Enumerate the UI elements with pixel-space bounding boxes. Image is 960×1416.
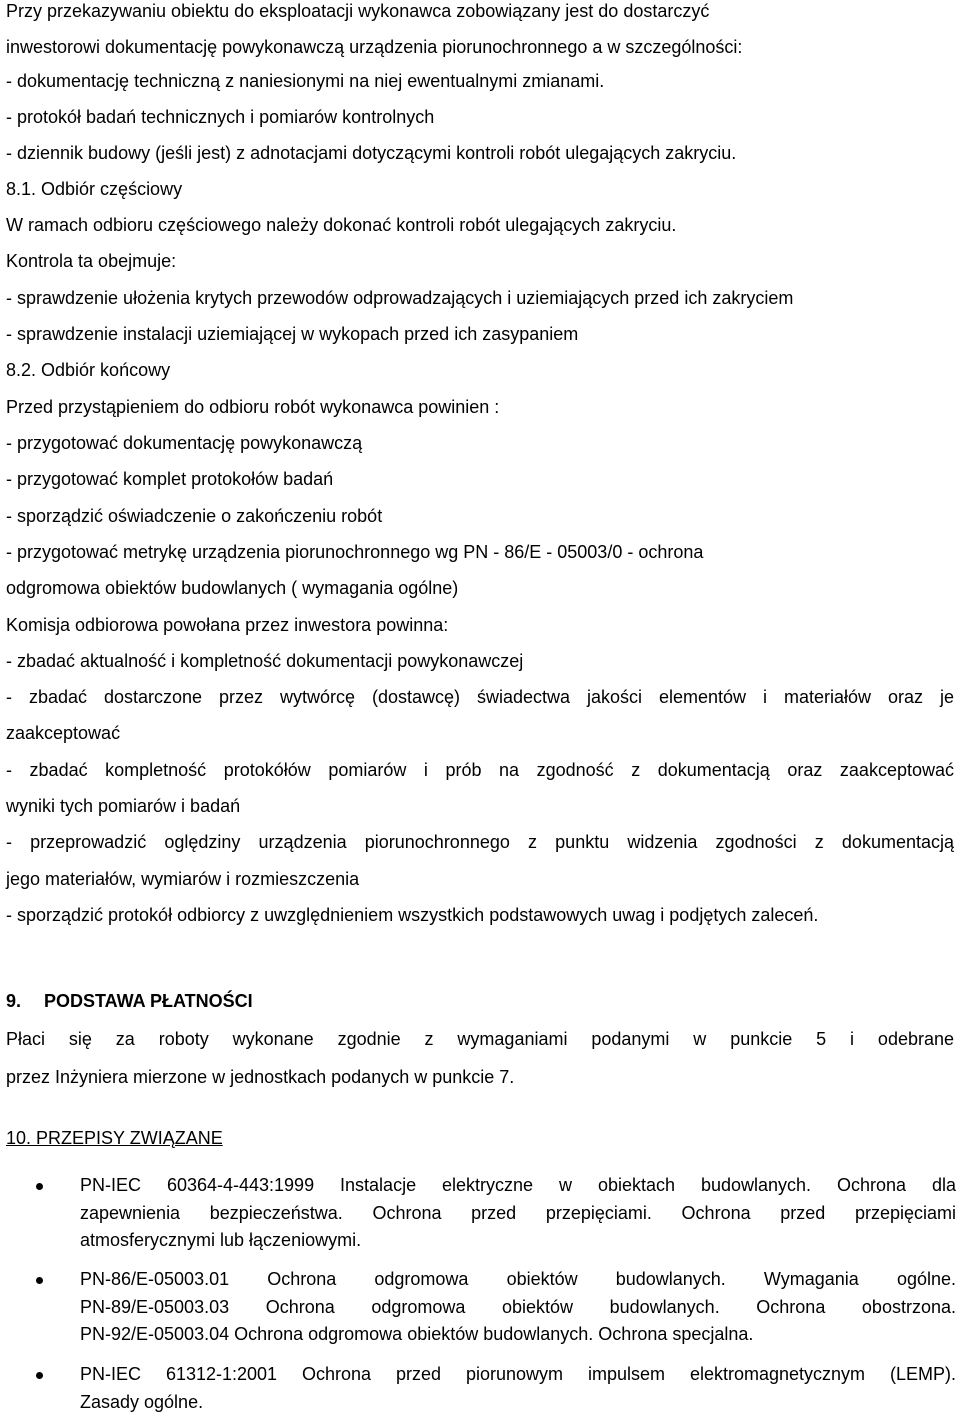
section-9-paragraph-line: przez Inżyniera mierzone w jednostkach podanych w punkcie 7. xyxy=(6,1067,515,1087)
section-9-heading xyxy=(6,990,253,1012)
bullet-icon xyxy=(36,1372,43,1379)
paragraph-line: inwestorowi dokumentację powykonawczą urządzenia piorunochronnego a w szczególności: xyxy=(6,37,743,57)
subsection-heading: 8.1. Odbiór częściowy xyxy=(6,179,183,199)
list-item xyxy=(80,1172,956,1255)
paragraph-line: - dokumentację techniczną z naniesionymi na niej ewentualnymi zmianami. xyxy=(6,71,605,91)
list-item-line: PN-IEC 60364-4-443:1999 Instalacje elektryczne w obiektach budowlanych. Ochrona dla xyxy=(80,1175,956,1195)
paragraph-line: - zbadać kompletność protokółów pomiarów i prób na zgodność z dokumentacją oraz zaakceptować xyxy=(6,760,954,780)
paragraph-line: - przeprowadzić oględziny urządzenia piorunochronnego z punktu widzenia zgodności z dokumentacją xyxy=(6,832,954,852)
section-10-heading: 10. PRZEPISY ZWIĄZANE xyxy=(6,1128,223,1148)
paragraph-line: odgromowa obiektów budowlanych ( wymagania ogólne) xyxy=(6,578,459,598)
paragraph-line: zaakceptować xyxy=(6,723,121,743)
paragraph-line: - sporządzić oświadczenie o zakończeniu robót xyxy=(6,506,383,526)
list-item-line: PN-IEC 61312-1:2001 Ochrona przed piorunowym impulsem elektromagnetycznym (LEMP). xyxy=(80,1364,956,1384)
bullet-icon xyxy=(36,1183,43,1190)
paragraph-line: Przy przekazywaniu obiektu do eksploatacji wykonawca zobowiązany jest do dostarczyć xyxy=(6,1,710,21)
list-item-line: atmosferycznymi lub łączeniowymi. xyxy=(80,1230,362,1250)
list-item-line: zapewnienia bezpieczeństwa. Ochrona przed przepięciami. Ochrona przed przepięciami xyxy=(80,1202,956,1223)
list-item-line: PN-92/E-05003.04 Ochrona odgromowa obiektów budowlanych. Ochrona specjalna. xyxy=(80,1324,754,1344)
paragraph-line: - sprawdzenie instalacji uziemiającej w wykopach przed ich zasypaniem xyxy=(6,324,579,344)
list-item xyxy=(80,1266,956,1349)
paragraph-line: Przed przystąpieniem do odbioru robót wykonawca powinien : xyxy=(6,397,500,417)
list-item-line: PN-86/E-05003.01 Ochrona odgromowa obiektów budowlanych. Wymagania ogólne. xyxy=(80,1269,956,1289)
section-9-paragraph-line: Płaci się za roboty wykonane zgodnie z wymaganiami podanymi w punkcie 5 i odebrane xyxy=(6,1029,954,1049)
paragraph-line: - sporządzić protokół odbiorcy z uwzględnieniem wszystkich podstawowych uwag i podjętych zaleceń. xyxy=(6,905,819,925)
paragraph-line: - przygotować dokumentację powykonawczą xyxy=(6,433,363,453)
paragraph-line: - zbadać aktualność i kompletność dokumentacji powykonawczej xyxy=(6,651,524,671)
paragraph-line: - dziennik budowy (jeśli jest) z adnotacjami dotyczącymi kontroli robót ulegających zakryciu. xyxy=(6,143,737,163)
subsection-heading: 8.2. Odbiór końcowy xyxy=(6,360,171,380)
paragraph-line: - protokół badań technicznych i pomiarów kontrolnych xyxy=(6,107,435,127)
section-9-number: 9. xyxy=(6,991,22,1011)
paragraph-line: Komisja odbiorowa powołana przez inwestora powinna: xyxy=(6,615,449,635)
paragraph-line: W ramach odbioru częściowego należy dokonać kontroli robót ulegających zakryciu. xyxy=(6,215,677,235)
paragraph-line: - sprawdzenie ułożenia krytych przewodów odprowadzających i uziemiających przed ich zakryciem xyxy=(6,288,794,308)
bullet-icon xyxy=(36,1277,43,1284)
paragraph-line: - przygotować metrykę urządzenia piorunochronnego wg PN - 86/E - 05003/0 - ochrona xyxy=(6,542,704,562)
list-item xyxy=(80,1361,956,1416)
paragraph-line: wyniki tych pomiarów i badań xyxy=(6,796,241,816)
list-item-line: PN-89/E-05003.03 Ochrona odgromowa obiektów budowlanych. Ochrona obostrzona. xyxy=(80,1296,956,1317)
list-item-line: Zasady ogólne. xyxy=(80,1391,204,1412)
section-9-title: PODSTAWA PŁATNOŚCI xyxy=(44,991,253,1011)
paragraph-line: - zbadać dostarczone przez wytwórcę (dostawcę) świadectwa jakości elementów i materiałów oraz je xyxy=(6,687,954,707)
paragraph-line: jego materiałów, wymiarów i rozmieszczenia xyxy=(6,869,360,889)
paragraph-line: - przygotować komplet protokołów badań xyxy=(6,469,334,489)
paragraph-line: Kontrola ta obejmuje: xyxy=(6,251,177,271)
